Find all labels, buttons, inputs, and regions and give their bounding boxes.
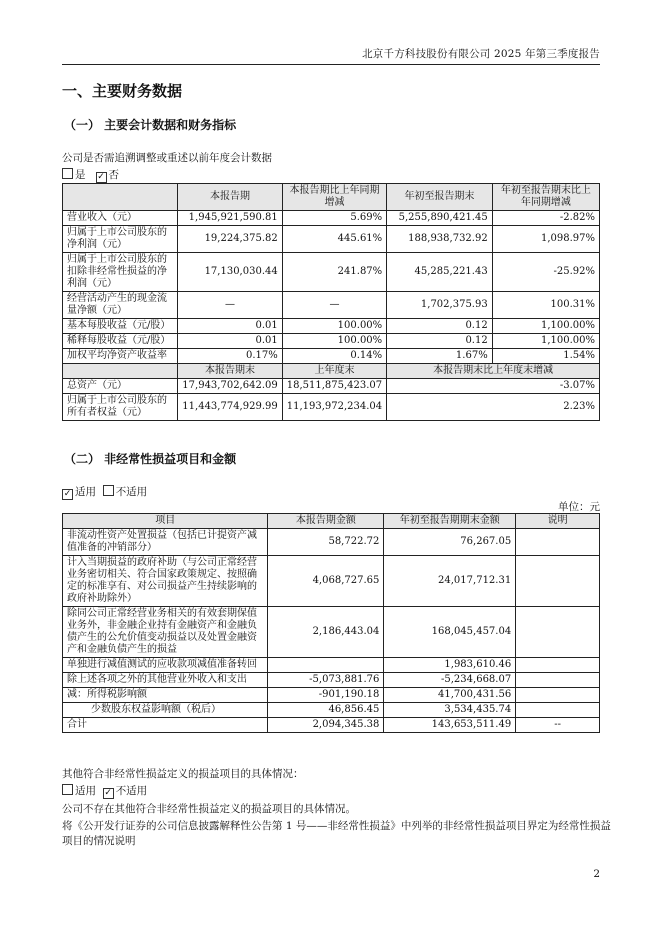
table-cell: 0.14%	[282, 349, 386, 364]
table-header-row	[63, 514, 600, 529]
page-number: 2	[593, 868, 600, 880]
row-label: 除同公司正常经营业务相关的有效套期保值业务外，非金融企业持有金融资产和金融负债产生的公允价值变动损益以及处置金融资产和金融负债产生的损益	[63, 607, 268, 658]
column-header: 年初至报告期期末金额	[384, 514, 516, 529]
restatement-options	[62, 167, 119, 183]
not-apply-label: 不适用	[115, 486, 148, 498]
row-label: 归属于上市公司股东的所有者权益（元）	[63, 394, 178, 421]
table-cell: 100.00%	[282, 334, 386, 349]
apply-label: 适用	[75, 486, 96, 498]
table-cell: -2.82%	[492, 211, 599, 226]
row-label: 计入当期损益的政府补助（与公司正常经营业务密切相关、符合国家政策规定、按照确定的标准享有、对公司损益产生持续影响的政府补助除外）	[63, 556, 268, 607]
table-cell	[516, 556, 600, 607]
table-cell	[516, 703, 600, 718]
apply-checkbox[interactable]: ✓	[63, 489, 72, 499]
table-cell	[516, 607, 600, 658]
table-cell: -5,073,881.76	[268, 673, 384, 688]
table-cell: 46,856.45	[268, 703, 384, 718]
table-row	[63, 703, 600, 718]
row-label: 合计	[63, 718, 268, 733]
table-cell: -25.92%	[492, 253, 599, 292]
table-cell: —	[282, 292, 386, 319]
table-row	[63, 253, 600, 292]
row-label: 归属于上市公司股东的扣除非经常性损益的净利润（元）	[63, 253, 178, 292]
table-cell: 1,098.97%	[492, 226, 599, 253]
table-cell	[516, 688, 600, 703]
table-cell: 4,068,727.65	[268, 556, 384, 607]
table-cell	[516, 658, 600, 673]
no-label: 否	[108, 169, 120, 181]
table-cell: 0.12	[387, 334, 493, 349]
table-cell: -3.07%	[387, 379, 600, 394]
apply-checkbox-2[interactable]	[62, 784, 73, 795]
note-defined: 将《公开发行证券的公司信息披露解释性公告第 1 号——非经常性损益》中列举的非经常性损益项目界定为经常性损益	[62, 820, 611, 832]
table-cell: 168,045,457.04	[384, 607, 516, 658]
row-label: 非流动性资产处置损益（包括已计提资产减值准备的冲销部分）	[63, 529, 268, 556]
table-row	[63, 226, 600, 253]
note-none: 公司不存在其他符合非经常性损益定义的损益项目的具体情况。	[62, 803, 356, 815]
not-apply-label-2: 不适用	[115, 785, 148, 797]
yes-label: 是	[75, 169, 86, 181]
note-defined-continued: 项目的情况说明	[62, 835, 136, 847]
row-label: 除上述各项之外的其他营业外收入和支出	[63, 673, 268, 688]
table-row	[63, 379, 600, 394]
table-row	[63, 211, 600, 226]
table-cell: 3,534,435.74	[384, 703, 516, 718]
table-header-row-2	[63, 364, 600, 379]
table-cell: —	[178, 292, 282, 319]
table-cell: 11,443,774,929.99	[178, 394, 282, 421]
column-header: 项目	[63, 514, 268, 529]
table-row	[63, 673, 600, 688]
table-cell: 11,193,972,234.04	[282, 394, 386, 421]
column-header: 本报告期末	[178, 364, 282, 379]
table-cell: 1,100.00%	[492, 334, 599, 349]
row-label: 加权平均净资产收益率	[63, 349, 178, 364]
table-cell: 0.12	[387, 319, 493, 334]
row-label: 少数股东权益影响额（税后）	[63, 703, 268, 718]
table-cell: 241.87%	[282, 253, 386, 292]
table-header-row	[63, 184, 600, 211]
table-row	[63, 607, 600, 658]
subsection-title-1: （一） 主要会计数据和财务指标	[64, 118, 237, 132]
column-header: 上年度末	[282, 364, 386, 379]
apply-label-2: 适用	[75, 785, 96, 797]
table-cell: 76,267.05	[384, 529, 516, 556]
column-header	[63, 364, 178, 379]
table-cell: 17,943,702,642.09	[178, 379, 282, 394]
restatement-question: 公司是否需追溯调整或重述以前年度会计数据	[62, 152, 272, 164]
row-label: 经营活动产生的现金流量净额（元）	[63, 292, 178, 319]
table-cell: 1.54%	[492, 349, 599, 364]
header-rule	[62, 64, 600, 65]
table-cell: --	[516, 718, 600, 733]
row-label: 稀释每股收益（元/股）	[63, 334, 178, 349]
table-cell: 5,255,890,421.45	[387, 211, 493, 226]
table-cell	[268, 658, 384, 673]
column-header: 本报告期比上年同期增减	[282, 184, 386, 211]
table-row	[63, 292, 600, 319]
table-cell: 188,938,732.92	[387, 226, 493, 253]
row-label: 单独进行减值测试的应收款项减值准备转回	[63, 658, 268, 673]
table-cell: 24,017,712.31	[384, 556, 516, 607]
non-recurring-table	[62, 513, 600, 733]
table-cell: 1,702,375.93	[387, 292, 493, 319]
table-cell	[516, 529, 600, 556]
table-cell: 1.67%	[387, 349, 493, 364]
table-cell: 2,094,345.38	[268, 718, 384, 733]
subsection-title-2: （二） 非经常性损益项目和金额	[64, 452, 237, 466]
table-cell: 19,224,375.82	[178, 226, 282, 253]
table-row	[63, 718, 600, 733]
table-cell: 45,285,221.43	[387, 253, 493, 292]
row-label: 营业收入（元）	[63, 211, 178, 226]
table-cell: 1,983,610.46	[384, 658, 516, 673]
page-header: 北京千方科技股份有限公司 2025 年第三季度报告	[362, 48, 600, 60]
table-cell: 0.01	[178, 334, 282, 349]
key-financial-table	[62, 183, 600, 421]
applicability-options-2	[62, 783, 147, 799]
table-cell: 0.17%	[178, 349, 282, 364]
unit-label: 单位：元	[558, 501, 600, 513]
table-cell: 2.23%	[387, 394, 600, 421]
row-label: 总资产（元）	[63, 379, 178, 394]
table-row	[63, 529, 600, 556]
table-cell: 1,945,921,590.81	[178, 211, 282, 226]
table-row	[63, 334, 600, 349]
table-row	[63, 349, 600, 364]
row-label: 基本每股收益（元/股）	[63, 319, 178, 334]
table-cell: -901,190.18	[268, 688, 384, 703]
table-cell: 143,653,511.49	[384, 718, 516, 733]
table-cell: 100.31%	[492, 292, 599, 319]
not-apply-checkbox-2[interactable]: ✓	[104, 788, 112, 798]
table-cell: 41,700,431.56	[384, 688, 516, 703]
no-checkbox[interactable]: ✓	[97, 172, 105, 182]
table-cell: 100.00%	[282, 319, 386, 334]
not-apply-checkbox[interactable]	[103, 485, 114, 496]
table-row	[63, 556, 600, 607]
table-cell: 2,186,443.04	[268, 607, 384, 658]
column-header: 说明	[516, 514, 600, 529]
column-header: 年初至报告期末比上年同期增减	[492, 184, 599, 211]
table-cell	[516, 673, 600, 688]
table-row	[63, 658, 600, 673]
table-cell: 0.01	[178, 319, 282, 334]
table-row	[63, 394, 600, 421]
row-label: 减：所得税影响额	[63, 688, 268, 703]
row-label: 归属于上市公司股东的净利润（元）	[63, 226, 178, 253]
applicability-options	[62, 484, 147, 500]
table-cell: 5.69%	[282, 211, 386, 226]
table-row	[63, 319, 600, 334]
column-header	[63, 184, 178, 211]
note-other-items: 其他符合非经常性损益定义的损益项目的具体情况：	[62, 768, 304, 780]
table-cell: -5,234,668.07	[384, 673, 516, 688]
table-cell: 18,511,875,423.07	[282, 379, 386, 394]
table-cell: 445.61%	[282, 226, 386, 253]
yes-checkbox[interactable]	[62, 168, 73, 179]
table-cell: 17,130,030.44	[178, 253, 282, 292]
table-row	[63, 688, 600, 703]
column-header: 年初至报告期末	[387, 184, 493, 211]
column-header: 本报告期	[178, 184, 282, 211]
table-cell: 1,100.00%	[492, 319, 599, 334]
section-title: 一、主要财务数据	[62, 82, 183, 100]
column-header: 本报告期末比上年度末增减	[387, 364, 600, 379]
table-cell: 58,722.72	[268, 529, 384, 556]
column-header: 本报告期金额	[268, 514, 384, 529]
